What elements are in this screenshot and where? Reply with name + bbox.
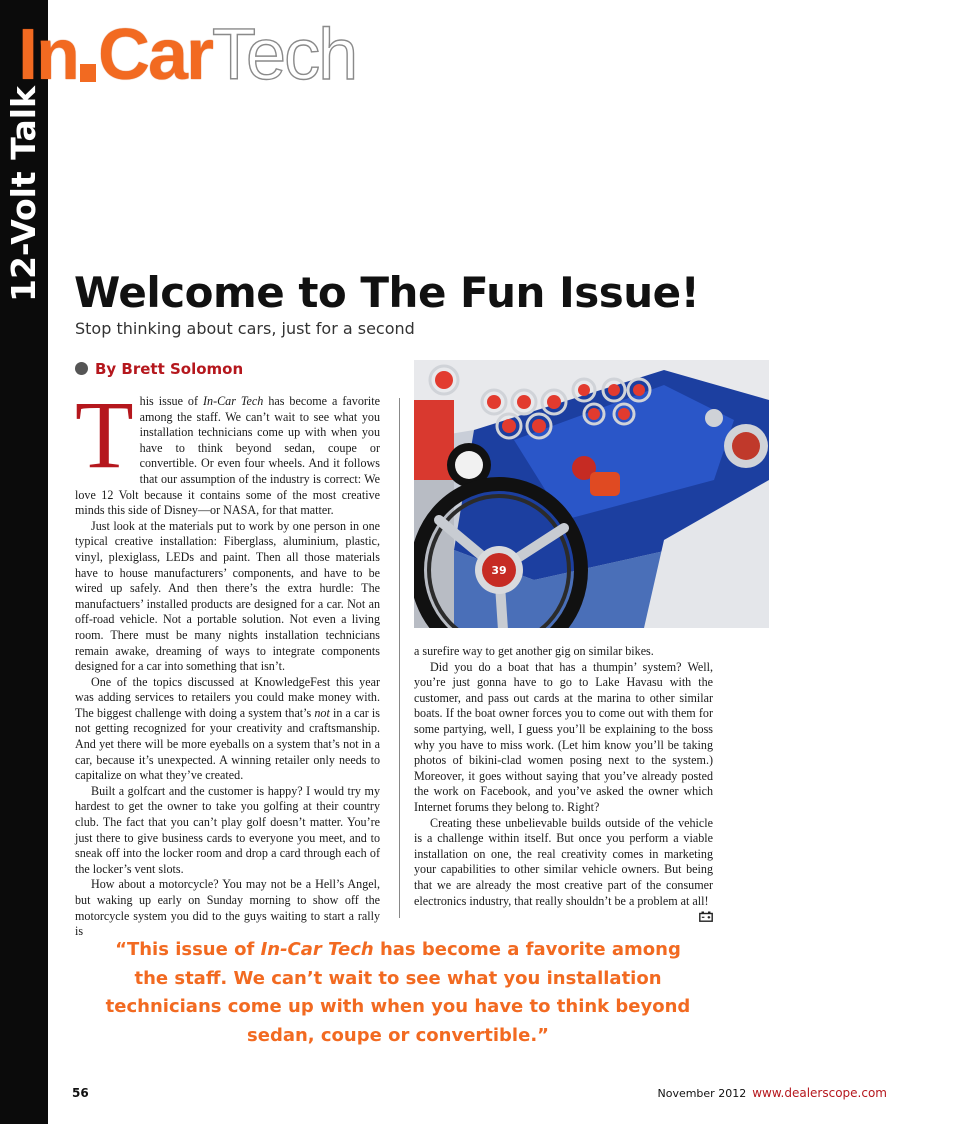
paragraph-1 — [75, 381, 381, 519]
section-sidebar — [0, 0, 48, 1124]
paragraph-5-continued: a surefire way to get another gig on similar bikes. — [414, 644, 654, 658]
page-number: 56 — [72, 1086, 89, 1100]
paragraph-4: Built a golfcart and the customer is happy? I would try my hardest to get the owner to take you golfing at their country club. The fact that you can’t play golf doesn’t matter. You’re just there to give business cards to everyone you meet, and to sneak off into the locker room and drop a card through each of the locker’s vent slots. — [75, 783, 380, 876]
article-column-right — [414, 644, 713, 927]
article-column-left — [75, 381, 381, 940]
paragraph-5: How about a motorcycle? You may not be a Hell’s Angel, but waking up early on Sunday morning to show off the motorcycle system you did to the guys waiting to start a rally is — [75, 877, 380, 939]
paragraph-7 — [414, 816, 713, 910]
pull-quote-text-a: “This issue of — [115, 939, 261, 960]
article-headline: Welcome to The Fun Issue! — [74, 268, 700, 317]
svg-text:39: 39 — [491, 564, 507, 577]
magazine-title-italic: In-Car Tech — [203, 394, 264, 408]
boat-dashboard-illustration — [414, 360, 769, 628]
website-link[interactable]: www.dealerscope.com — [752, 1086, 887, 1100]
column-divider — [399, 398, 400, 918]
paragraph-6: Did you do a boat that has a thumpin’ system? Well, you’re just gonna have to go to Lake Havasu with the customer, and pass out cards at the marina to other similar boats. If the boat owner forces you to come out with them for some partying, well, I guess you’ll be explaining to the boss why you have to miss work. (Let him know you’ll be taking photos of bikini-clad women posing next to the system.) Moreover, it goes without saying that you’ve already posted the work on Facebook, and you’ve asked the owner which Internet forums they belong to. Right? — [414, 659, 713, 814]
section-label: 12-Volt Talk — [4, 86, 43, 302]
logo-part-in: In — [18, 15, 78, 95]
article-subhead: Stop thinking about cars, just for a second — [75, 319, 415, 338]
byline-text: By Brett Solomon — [95, 360, 244, 378]
pull-quote — [100, 936, 696, 1050]
bullet-icon — [75, 362, 88, 375]
logo-dash — [80, 64, 96, 82]
logo-part-car: Car — [97, 15, 213, 95]
section-logo — [18, 14, 356, 94]
logo-part-tech: Tech — [212, 15, 357, 95]
pull-quote-italic: In-Car Tech — [260, 939, 374, 960]
paragraph-7-text: Creating these unbelievable builds outside of the vehicle is a challenge within itself. But once you perform a viable installation on one, the real creativity comes in marketing your capabilities to other similar vehicle owners. But being that we are already the most creative part of the consumer electronics industry, that really shouldn’t be a problem at all! — [414, 815, 713, 908]
paragraph-3-text-a: One of the topics discussed at KnowledgeFest this year was adding services to retailers you could make money with. The biggest challenge with doing a system that’s — [75, 674, 380, 720]
battery-icon — [683, 911, 713, 927]
pull-quote-text-b: has become a favorite among the staff. We can’t wait to see what you installation technicians come up with when you have to think beyond sedan, coupe or convertible.” — [105, 939, 691, 1046]
article-byline — [75, 360, 243, 378]
paragraph-1-text-a: his issue of — [139, 394, 203, 408]
footer-info — [657, 1086, 887, 1100]
issue-date: November 2012 — [657, 1087, 747, 1100]
paragraph-1-text-b: has become a favorite among the staff. We can’t wait to see what you installation technicians come up with when you have to think beyond sedan, coupe or convertible. Or even four wheels. And it follows that our assumption of the industry is correct: We love 12 Volt because it contains some of the most creative minds this side of Disney—or NASA, for that matter. — [75, 394, 381, 518]
paragraph-3 — [75, 675, 380, 784]
emphasis-not: not — [314, 705, 330, 720]
boat-dashboard-photo — [414, 360, 769, 628]
paragraph-2: Just look at the materials put to work by one person in one typical creative installation: Fiberglass, aluminium, plastic, vinyl, plexiglass, LEDs and paint. Then all those materials have to house manufacturers’ components, and have to be wired up safely. And then there’s the extra hurdle: The manufactuers’ installed products are designed for a car. Not an off-road vehicle. Not a portable solution. Not even a living room. There must be many nights installation technicians remain awake, dreaming of ways to integrate components designed for a car into something that isn’t. — [75, 518, 380, 674]
drop-cap: T — [75, 381, 134, 488]
paragraph-3-text-b: in a car is not getting recognized for your creativity and craftsmanship. And yet there will be more eyeballs on a system that’s not in a car, because it’s unexpected. A winning retailer only needs to capitalize on what they’ve created. — [75, 705, 380, 783]
